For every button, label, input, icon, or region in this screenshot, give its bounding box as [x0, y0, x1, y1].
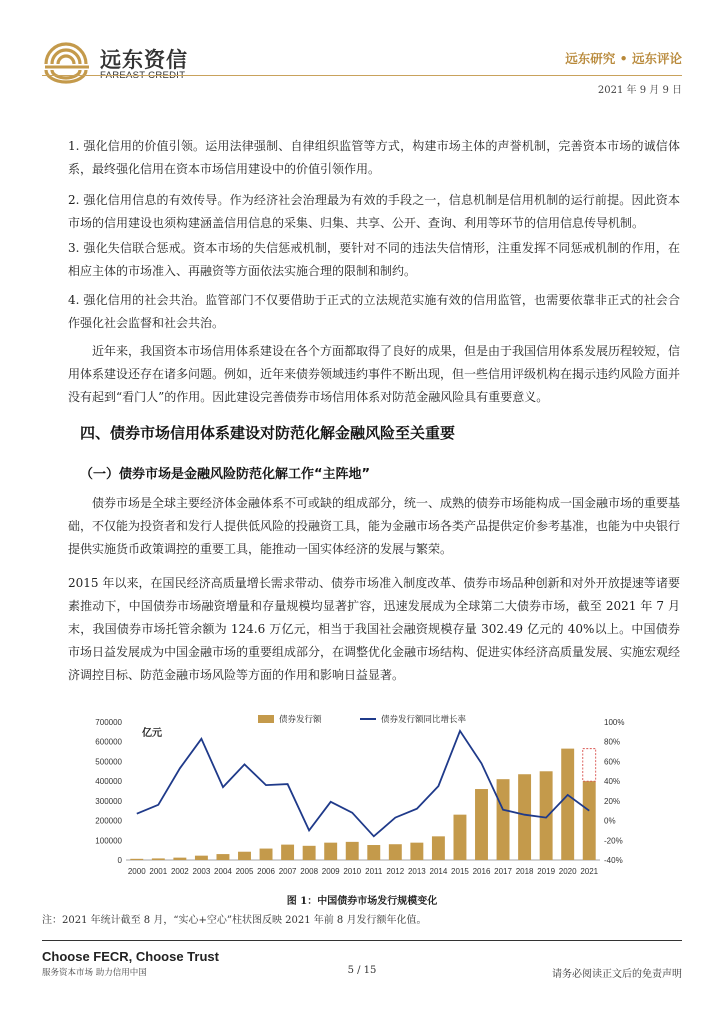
bar-2012: [389, 844, 402, 860]
y-right-tick-label: 100%: [604, 718, 625, 727]
x-tick-label: 2002: [170, 867, 189, 876]
report-date: 2021 年 9 月 9 日: [597, 85, 682, 96]
y-left-tick-label: 400000: [95, 777, 122, 787]
paragraph-3: 3. 强化失信联合惩戒。资本市场的失信惩戒机制，要针对不同的违法失信情形，注重发挥不同惩戒机制的作用，在相应主体的市场准入、再融资等方面依法实施合理的限制和制约。: [68, 241, 680, 278]
y-left-tick-label: 200000: [95, 816, 122, 826]
bar-2004: [216, 854, 229, 860]
page-number: 5 / 15: [347, 965, 377, 976]
x-tick-label: 2020: [558, 867, 577, 876]
x-tick-label: 2012: [386, 867, 405, 876]
x-tick-label: 2015: [451, 867, 469, 876]
bar-2017: [497, 779, 510, 860]
x-tick-label: 2003: [192, 867, 211, 876]
y-right-tick-label: -40%: [604, 856, 623, 865]
footer-divider: [42, 940, 682, 941]
x-tick-label: 2018: [515, 867, 534, 876]
x-tick-label: 2017: [494, 867, 512, 876]
bar-2019: [540, 771, 553, 860]
x-tick-label: 2019: [537, 867, 556, 876]
chart-unit-label: 亿元: [142, 728, 162, 739]
paragraph-1: 1. 强化信用的价值引领。运用法律强制、自律组织监管等方式，构建市场主体的声誉机制，完善资本市场的诚信体系，最终强化信用在资本市场信用建设中的价值引领作用。: [68, 139, 680, 176]
x-tick-label: 2004: [214, 867, 232, 876]
x-tick-label: 2009: [321, 867, 340, 876]
legend-bar-label: 债券发行额: [279, 715, 322, 725]
figure-caption: 图 1：中国债券市场发行规模变化: [286, 896, 438, 907]
y-right-tick-label: 80%: [604, 737, 621, 747]
footer-tagline: 服务资本市场 助力信用中国: [42, 968, 147, 978]
legend-line-label: 债券发行额同比增长率: [381, 715, 467, 725]
section-label: 远东研究 • 远东评论: [565, 51, 682, 66]
x-tick-label: 2021: [580, 867, 599, 876]
bar-2007: [281, 845, 294, 860]
y-left-tick-label: 600000: [95, 737, 122, 747]
bar-2014: [432, 836, 445, 860]
bar-2021-annualized-outline: [583, 749, 596, 782]
y-right-tick-label: 0%: [604, 816, 616, 826]
bar-2002: [173, 858, 186, 860]
x-tick-label: 2010: [343, 867, 362, 876]
y-left-tick-label: 500000: [95, 757, 122, 767]
x-tick-label: 2008: [300, 867, 319, 876]
y-left-tick-label: 300000: [95, 796, 122, 806]
bar-2018: [518, 774, 531, 860]
x-tick-label: 2000: [127, 867, 146, 876]
figure-note: 注：2021 年统计截至 8 月，“实心+空心”柱状图反映 2021 年前 8 月发行额年化值。: [42, 915, 427, 926]
paragraph-4: 4. 强化信用的社会共治。监管部门不仅要借助于正式的立法规范实施有效的信用监管，也需要依靠非正式的社会合作强化社会监督和社会共治。: [68, 293, 680, 330]
bar-2000: [130, 859, 143, 860]
y-right-tick-label: 40%: [604, 777, 621, 787]
footer-slogan: Choose FECR, Choose Trust: [42, 949, 219, 964]
x-tick-label: 2006: [257, 867, 275, 876]
y-right-tick-label: -20%: [604, 836, 623, 846]
legend-bar-swatch: [258, 715, 274, 723]
bar-2020: [561, 749, 574, 860]
disclaimer-notice: 请务必阅读正文后的免责声明: [552, 969, 682, 980]
x-tick-label: 2001: [149, 867, 168, 876]
bar-2008: [303, 846, 316, 860]
bar-2003: [195, 856, 208, 860]
x-tick-label: 2013: [407, 867, 426, 876]
bond-issuance-chart: [80, 710, 640, 888]
y-right-tick-label: 20%: [604, 796, 621, 806]
bar-2001: [152, 858, 165, 860]
bar-2009: [324, 843, 337, 860]
section-heading-4: 四、债券市场信用体系建设对防范化解金融风险至关重要: [80, 424, 456, 442]
bar-2015: [453, 815, 466, 860]
bar-2005: [238, 852, 251, 860]
x-tick-label: 2011: [365, 867, 383, 876]
y-left-tick-label: 700000: [95, 718, 122, 727]
bar-2006: [260, 849, 273, 860]
x-tick-label: 2014: [429, 867, 448, 876]
y-left-tick-label: 100000: [95, 836, 122, 846]
x-tick-label: 2005: [235, 867, 254, 876]
paragraph-5: 近年来，我国资本市场信用体系建设在各个方面都取得了良好的成果，但是由于我国信用体系发展历程较短，信用体系建设还存在诸多问题。例如，近年来债券领域违约事件不断出现，但一些信用评级机构在揭示违约风险方面并没有起到“看门人”的作用。因此建设完善债券市场信用体系对防范金融风险具有重要意义。: [68, 344, 681, 404]
bar-2010: [346, 842, 359, 860]
paragraph-7: 2015 年以来，在国民经济高质量增长需求带动、债券市场准入制度改革、债券市场品种创新和对外开放提速等诸要素推动下，中国债券市场融资增量和存量规模均显著扩容，迅速发展成为全球第二大债券市场，截至 2021 年 7 月末，我国债券市场托管余额为 124.6 万亿元，相当于我国社会融资规模存量 302.49 亿元的 40%以上。中国债券市场日益发展成为中国金融市场的重要组成部分，在调整优化金融市场结构、促进实体经济高质量发展、实施宏观经济调控目标、防范金融市场风险等方面的作用和影响日益显著。: [68, 576, 681, 682]
paragraph-6: 债券市场是全球主要经济体金融体系不可或缺的组成部分，统一、成熟的债券市场能构成一国金融市场的重要基础，不仅能为投资者和发行人提供低风险的投融资工具，能为金融市场各类产品提供定价参考基准，也能为中央银行提供实施货币政策调控的重要工具，能推动一国实体经济的发展与繁荣。: [68, 496, 681, 556]
x-tick-label: 2007: [278, 867, 297, 876]
subsection-heading-1: （一）债券市场是金融风险防范化解工作“主阵地”: [80, 467, 371, 482]
bar-2011: [367, 845, 380, 860]
header-divider: [42, 75, 682, 76]
paragraph-2: 2. 强化信用信息的有效传导。作为经济社会治理最为有效的手段之一，信息机制是信用机制的运行前提。因此资本市场的信用建设也须构建涵盖信用信息的采集、归集、共享、公开、查询、利用等环节的信用信息传导机制。: [68, 193, 680, 230]
fareast-logo-icon: [42, 40, 92, 84]
y-left-tick-label: 0: [117, 856, 122, 865]
bar-2016: [475, 789, 488, 860]
y-right-tick-label: 60%: [604, 757, 621, 767]
x-tick-label: 2016: [472, 867, 491, 876]
bar-2013: [410, 843, 423, 860]
logo-chinese-name: 远东资信: [100, 48, 188, 72]
bar-2021: [583, 781, 596, 860]
